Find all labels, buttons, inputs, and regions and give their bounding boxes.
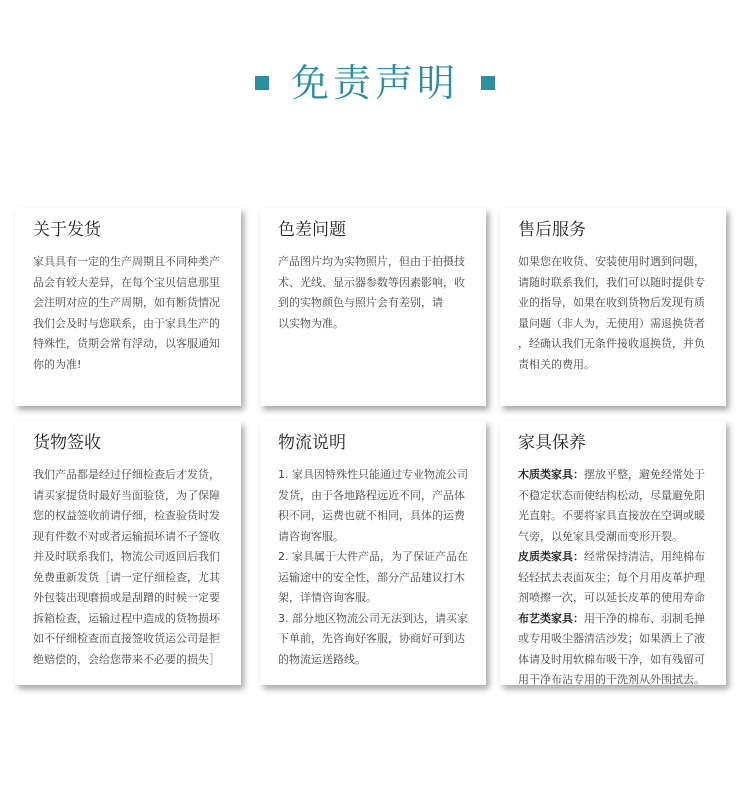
wood-care-label: 木质类家具：: [518, 468, 584, 481]
card-logistics: [260, 421, 486, 685]
card-title: 货物签收: [33, 433, 101, 453]
card-body: 产品图片均为实物照片，但由于拍摄技 术、光线、显示器参数等因素影响，收 到的实物颜色与照片会有差别，请 以实物为准。: [278, 255, 465, 330]
card-title: 售后服务: [518, 220, 586, 240]
card-body: 如果您在收货、安装使用时遇到问题， 请随时联系我们，我们可以随时提供专 业的指导，如果在收到货物后发现有质 量问题（非人为，无使用）需退换货者 ，经确认我们无条件接收退换货，并负 责相关的费用。: [518, 255, 705, 371]
page-header: [0, 58, 750, 108]
card-body: [518, 465, 722, 691]
card-after-sales: [500, 208, 726, 406]
fabric-care-text: 用干净的棉布、羽制毛掸 或专用吸尘器清洁沙发；如果洒上了液 体请及时用软棉布吸干净，如有残留可 用干净布沾专用的干洗剂从外围拭去。: [518, 611, 705, 686]
card-body: 我们产品都是经过仔细检查后才发货， 请买家提货时最好当面验货，为了保障 您的权益签收前请仔细，检查验货时发 现有件数不对或者运输损坏请不子签收 并及时联系我们，物流公司返回后我们 免费重新发货［请一定仔细检查，尤其 外包装出现磨损或是刮蹭的时候一定要 拆箱检查，运输过程中造成的货物损坏 如不仔细检查而直接签收货运公司是拒 绝赔偿的，会给您带来不必要的损失］: [33, 468, 220, 666]
card-color-difference: [260, 208, 486, 406]
card-title: 物流说明: [278, 433, 346, 453]
card-title: 关于发货: [33, 220, 101, 240]
card-goods-receipt: [15, 421, 241, 685]
fabric-care-label: 布艺类家具：: [518, 611, 584, 625]
leather-care-label: 皮质类家具：: [518, 550, 584, 563]
card-title: 家具保养: [518, 433, 586, 453]
title-left-square-icon: [255, 76, 269, 90]
wood-care-text: 摆放平整，避免经常处于 不稳定状态而使结构松动，尽量避免阳 光直射。不要将家具直接放在空调或暖 气旁，以免家具受潮而变形开裂。: [518, 468, 705, 543]
card-furniture-care: [500, 421, 726, 685]
title-right-square-icon: [481, 76, 495, 90]
card-body: 1. 家具因特殊性只能通过专业物流公司 发货，由于各地路程远近不同，产品体 积不同，运费也就不相同，具体的运费 请咨询客服。 2. 家具属于大件产品，为了保证产品在 运输途中的安全性，部分产品建议打木 架，详情咨询客服。 3. 部分地区物流公司无法到达，请买家 下单前，先咨询好客服，协商好可到达 的物流运送路线。: [278, 468, 468, 666]
leather-care-text: 经常保持清洁，用纯棉布 轻轻拭去表面灰尘；每个月用皮革护理 剂喷擦一次，可以延长皮革的使用寿命: [518, 550, 705, 604]
card-shipping: [15, 208, 241, 406]
card-body: 家具具有一定的生产周期且不同种类产 品会有较大差异，在每个宝贝信息那里 会注明对应的生产周期，如有断货情况 我们会及时与您联系，由于家具生产的 特殊性，货期会常有浮动，以客服通知 你的为准!: [33, 255, 220, 371]
card-title: 色差问题: [278, 220, 346, 240]
page-title: 免责声明: [290, 61, 459, 105]
